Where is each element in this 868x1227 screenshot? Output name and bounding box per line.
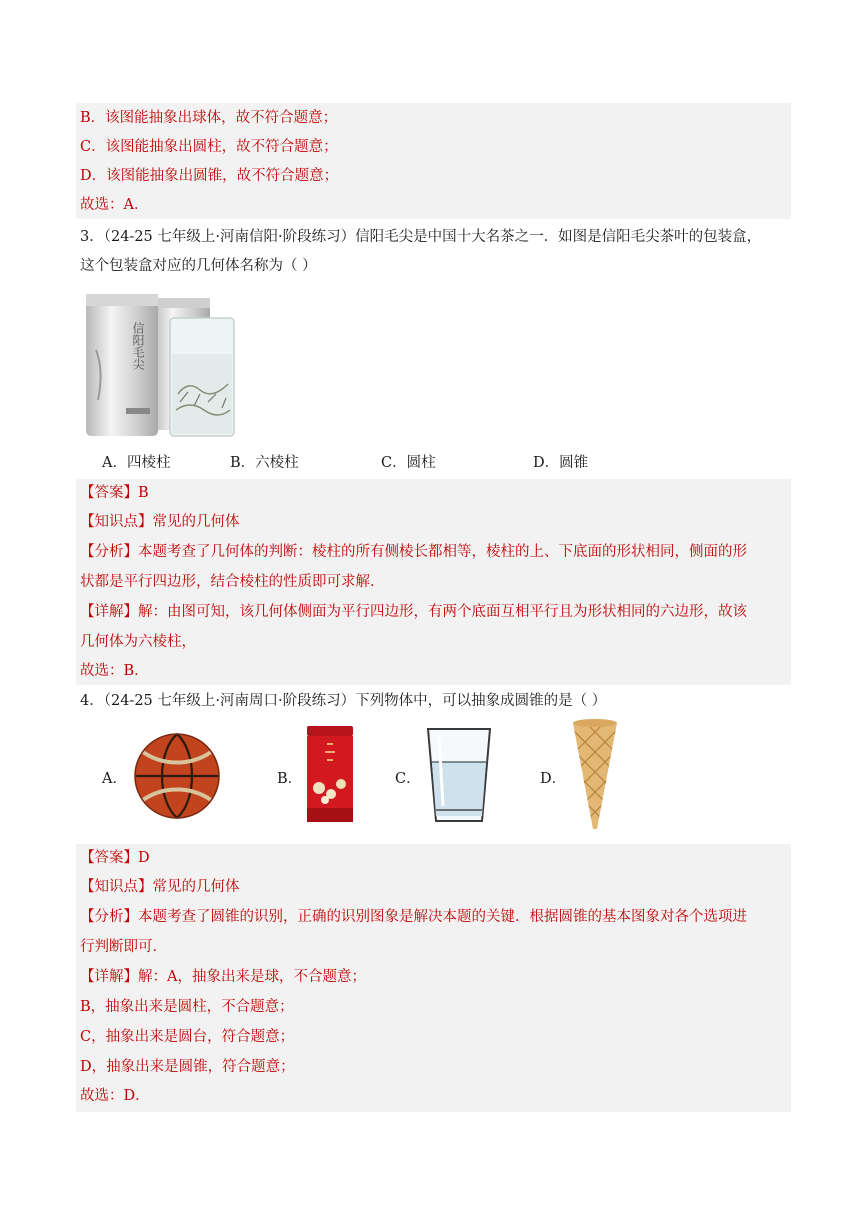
- q3-analysis-line1: 【分析】本题考查了几何体的判断：棱柱的所有侧棱长都相等，棱柱的上、下底面的形状相同，侧面的形: [80, 544, 747, 560]
- q4-option-c: C．: [395, 771, 421, 787]
- prev-solution-line-d: D．该图能抽象出圆锥，故不符合题意；: [80, 168, 339, 184]
- water-glass-image: [425, 726, 493, 824]
- q3-conclusion: 故选：B．: [80, 663, 149, 679]
- q3-detail-line1: 【详解】解：由图可知，该几何体侧面为平行四边形，有两个底面互相平行且为形状相同的六边形，故该: [80, 604, 747, 620]
- q4-answer: 【答案】D: [80, 850, 150, 866]
- q4-analysis-line1: 【分析】本题考查了圆锥的识别，正确的识别图象是解决本题的关键．根据圆锥的基本图象对各个选项进: [80, 909, 747, 925]
- tea-canister-label: 信阳毛尖: [131, 322, 145, 370]
- q3-option-b: B．六棱柱: [230, 455, 299, 471]
- q4-option-b: B．: [277, 771, 303, 787]
- prev-solution-line-b: B．该图能抽象出球体，故不符合题意；: [80, 110, 338, 126]
- basketball-image: [133, 732, 221, 820]
- q3-option-c: C．圆柱: [381, 455, 436, 471]
- q3-knowledge: 【知识点】常见的几何体: [80, 514, 240, 530]
- q4-detail-line-b: B，抽象出来是圆柱，不合题意；: [80, 999, 294, 1015]
- q3-detail-line2: 几何体为六棱柱，: [80, 634, 196, 650]
- prev-solution-conclusion: 故选：A．: [80, 197, 149, 213]
- q4-stem: 4．（24-25 七年级上·河南周口·阶段练习）下列物体中，可以抽象成圆锥的是（ ）: [80, 693, 607, 709]
- prev-solution-line-c: C．该图能抽象出圆柱，故不符合题意；: [80, 139, 338, 155]
- ice-cream-cone-image: [570, 717, 620, 833]
- q4-detail-line-c: C，抽象出来是圆台，符合题意；: [80, 1029, 295, 1045]
- tea-canister-image: [82, 290, 240, 440]
- q3-option-a: A．四棱柱: [102, 455, 171, 471]
- q3-stem-line1: 3．（24-25 七年级上·河南信阳·阶段练习）信阳毛尖是中国十大名茶之一．如图是信阳毛尖茶叶的包装盒，: [80, 229, 762, 245]
- q3-option-d: D．圆锥: [533, 455, 589, 471]
- q4-detail-line-a: 【详解】解：A，抽象出来是球，不合题意；: [80, 969, 366, 985]
- q4-option-d: D．: [540, 771, 567, 787]
- q3-analysis-line2: 状都是平行四边形，结合棱柱的性质即可求解．: [80, 574, 385, 590]
- q3-answer: 【答案】B: [80, 485, 149, 501]
- q4-detail-line-d: D，抽象出来是圆锥，符合题意；: [80, 1059, 295, 1075]
- q4-knowledge: 【知识点】常见的几何体: [80, 879, 240, 895]
- tea-tin-image: [305, 724, 355, 824]
- q4-option-a: A．: [102, 771, 127, 787]
- q3-stem-line2: 这个包装盒对应的几何体名称为（ ）: [80, 258, 317, 274]
- q4-conclusion: 故选：D．: [80, 1088, 150, 1104]
- q4-analysis-line2: 行判断即可．: [80, 939, 167, 955]
